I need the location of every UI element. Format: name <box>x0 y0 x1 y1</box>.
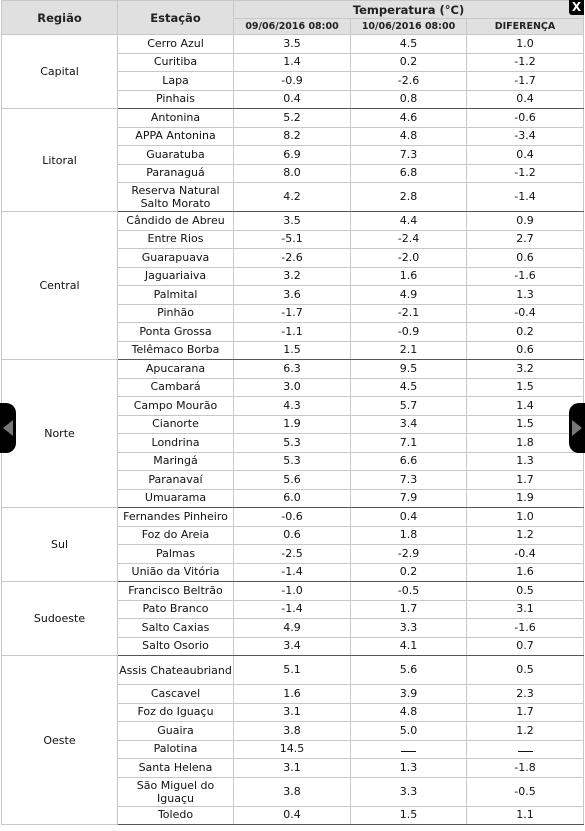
station-cell: Cambará <box>118 378 234 397</box>
table-row <box>2 360 584 379</box>
table-row <box>2 35 584 54</box>
station-cell: Curitiba <box>118 53 234 72</box>
difference-cell: 1.3 <box>467 452 584 471</box>
date2-column-header: 10/06/2016 08:00 <box>351 19 467 35</box>
difference-cell: 1.0 <box>467 35 584 54</box>
difference-cell: 3.1 <box>467 600 584 619</box>
difference-cell <box>467 740 584 759</box>
station-cell: Salto Caxias <box>118 619 234 638</box>
station-cell: Cianorte <box>118 415 234 434</box>
station-cell: Maringá <box>118 452 234 471</box>
station-cell: Jaguariaiva <box>118 267 234 286</box>
temp-day1-cell: 5.3 <box>234 452 351 471</box>
station-cell: Umuarama <box>118 489 234 508</box>
temp-day2-cell: -2.4 <box>351 230 467 249</box>
temp-day1-cell: 6.3 <box>234 360 351 379</box>
temp-day1-cell: -2.6 <box>234 249 351 268</box>
region-column-header: Região <box>2 1 118 35</box>
temp-day2-cell: 0.4 <box>351 508 467 527</box>
arrow-right-icon <box>572 420 582 436</box>
station-cell: Santa Helena <box>118 759 234 778</box>
temp-day1-cell: 4.2 <box>234 183 351 212</box>
temp-day1-cell: 5.2 <box>234 109 351 128</box>
station-cell: Fernandes Pinheiro <box>118 508 234 527</box>
station-cell: Cascavel <box>118 685 234 704</box>
difference-cell: -1.2 <box>467 53 584 72</box>
temp-day1-cell: 4.9 <box>234 619 351 638</box>
temp-day1-cell: 1.5 <box>234 341 351 360</box>
station-cell: Pato Branco <box>118 600 234 619</box>
next-button[interactable] <box>569 403 585 453</box>
temp-day2-cell: 3.3 <box>351 619 467 638</box>
difference-cell: 0.2 <box>467 323 584 342</box>
table-row <box>2 508 584 527</box>
temp-day1-cell: -0.6 <box>234 508 351 527</box>
temp-day2-cell: 3.4 <box>351 415 467 434</box>
temp-day2-cell: -2.6 <box>351 72 467 91</box>
temp-day2-cell: 4.9 <box>351 286 467 305</box>
temp-day1-cell: 0.4 <box>234 806 351 825</box>
temp-day2-cell: 3.9 <box>351 685 467 704</box>
temp-day2-cell: 0.8 <box>351 90 467 109</box>
temp-day2-cell: -0.9 <box>351 323 467 342</box>
difference-cell: -1.6 <box>467 267 584 286</box>
difference-cell: -0.6 <box>467 109 584 128</box>
difference-cell: 0.4 <box>467 146 584 165</box>
temp-day1-cell: -0.9 <box>234 72 351 91</box>
station-column-header: Estação <box>118 1 234 35</box>
station-cell: Cerro Azul <box>118 35 234 54</box>
difference-cell: 0.6 <box>467 249 584 268</box>
station-cell: Palotina <box>118 740 234 759</box>
temp-day1-cell: 3.2 <box>234 267 351 286</box>
station-cell: Palmital <box>118 286 234 305</box>
difference-cell: -1.6 <box>467 619 584 638</box>
temp-day1-cell: 1.9 <box>234 415 351 434</box>
temp-day1-cell: 5.1 <box>234 656 351 685</box>
table-row <box>2 656 584 685</box>
temp-day1-cell: -1.1 <box>234 323 351 342</box>
station-cell: Cândido de Abreu <box>118 212 234 231</box>
station-cell: Guaira <box>118 722 234 741</box>
temp-day2-cell: 4.1 <box>351 637 467 656</box>
temp-day1-cell: 1.6 <box>234 685 351 704</box>
station-cell: Foz do Areia <box>118 526 234 545</box>
difference-cell: 2.3 <box>467 685 584 704</box>
temp-day1-cell: 1.4 <box>234 53 351 72</box>
temp-day2-cell: 1.8 <box>351 526 467 545</box>
temp-day2-cell: 0.2 <box>351 53 467 72</box>
difference-cell: 1.2 <box>467 722 584 741</box>
region-cell: Central <box>2 212 118 360</box>
station-cell: União da Vitória <box>118 563 234 582</box>
temp-day1-cell: -1.4 <box>234 563 351 582</box>
station-cell: Pinhais <box>118 90 234 109</box>
temp-day1-cell: 3.4 <box>234 637 351 656</box>
temp-day2-cell: 4.5 <box>351 378 467 397</box>
temp-day2-cell: -2.9 <box>351 545 467 564</box>
temp-day1-cell: 0.6 <box>234 526 351 545</box>
difference-cell: 1.7 <box>467 471 584 490</box>
temp-day1-cell: 14.5 <box>234 740 351 759</box>
station-cell: Campo Mourão <box>118 397 234 416</box>
temp-day2-cell: -2.0 <box>351 249 467 268</box>
table-row <box>2 212 584 231</box>
difference-cell: -0.5 <box>467 777 584 806</box>
temp-day2-cell <box>351 740 467 759</box>
temp-day2-cell: 1.5 <box>351 806 467 825</box>
previous-button[interactable] <box>0 403 16 453</box>
difference-cell: 1.3 <box>467 286 584 305</box>
temp-day2-cell: 9.5 <box>351 360 467 379</box>
temp-day2-cell: -2.1 <box>351 304 467 323</box>
temp-day2-cell: 3.3 <box>351 777 467 806</box>
difference-cell: 3.2 <box>467 360 584 379</box>
difference-cell: 1.6 <box>467 563 584 582</box>
region-cell: Norte <box>2 360 118 508</box>
no-data-dash <box>401 744 416 752</box>
temp-day1-cell: -1.7 <box>234 304 351 323</box>
station-cell: Pinhão <box>118 304 234 323</box>
temp-day2-cell: 4.4 <box>351 212 467 231</box>
temp-day1-cell: 3.0 <box>234 378 351 397</box>
station-cell: Apucarana <box>118 360 234 379</box>
station-cell: Entre Rios <box>118 230 234 249</box>
difference-cell: -0.4 <box>467 304 584 323</box>
temp-day1-cell: 8.2 <box>234 127 351 146</box>
difference-cell: -1.4 <box>467 183 584 212</box>
station-cell: Assis Chateaubriand <box>118 656 234 685</box>
temp-day1-cell: -2.5 <box>234 545 351 564</box>
station-cell: Reserva Natural Salto Morato <box>118 183 234 212</box>
temp-day2-cell: 0.2 <box>351 563 467 582</box>
station-cell: Ponta Grossa <box>118 323 234 342</box>
station-cell: Antonina <box>118 109 234 128</box>
temp-day1-cell: 6.0 <box>234 489 351 508</box>
arrow-left-icon <box>3 420 13 436</box>
difference-cell: 1.2 <box>467 526 584 545</box>
close-button[interactable]: X <box>569 0 584 15</box>
difference-cell: 0.6 <box>467 341 584 360</box>
temp-day1-cell: 3.5 <box>234 212 351 231</box>
difference-cell: -3.4 <box>467 127 584 146</box>
station-cell: Guarapuava <box>118 249 234 268</box>
temp-day1-cell: 3.5 <box>234 35 351 54</box>
temp-day2-cell: 5.6 <box>351 656 467 685</box>
temperature-column-header: Temperatura (°C) <box>234 1 584 19</box>
difference-cell: 2.7 <box>467 230 584 249</box>
temp-day1-cell: 4.3 <box>234 397 351 416</box>
temp-day2-cell: 5.0 <box>351 722 467 741</box>
temp-day1-cell: 0.4 <box>234 90 351 109</box>
station-cell: Guaratuba <box>118 146 234 165</box>
difference-cell: 1.5 <box>467 378 584 397</box>
temp-day2-cell: -0.5 <box>351 582 467 601</box>
temp-day1-cell: 5.3 <box>234 434 351 453</box>
difference-cell: 1.1 <box>467 806 584 825</box>
region-cell: Litoral <box>2 109 118 212</box>
difference-cell: 0.4 <box>467 90 584 109</box>
table-row <box>2 109 584 128</box>
temp-day2-cell: 7.9 <box>351 489 467 508</box>
temp-day1-cell: 3.1 <box>234 759 351 778</box>
difference-cell: -1.7 <box>467 72 584 91</box>
difference-cell: 1.8 <box>467 434 584 453</box>
temp-day1-cell: -5.1 <box>234 230 351 249</box>
temp-day2-cell: 1.7 <box>351 600 467 619</box>
difference-cell: 1.0 <box>467 508 584 527</box>
temp-day2-cell: 6.8 <box>351 164 467 183</box>
table-row <box>2 582 584 601</box>
temp-day2-cell: 6.6 <box>351 452 467 471</box>
temp-day2-cell: 7.3 <box>351 471 467 490</box>
temp-day1-cell: 3.1 <box>234 703 351 722</box>
difference-cell: 1.9 <box>467 489 584 508</box>
temp-day1-cell: 5.6 <box>234 471 351 490</box>
temperature-table <box>1 0 584 825</box>
station-cell: Toledo <box>118 806 234 825</box>
temp-day1-cell: 6.9 <box>234 146 351 165</box>
station-cell: Londrina <box>118 434 234 453</box>
station-cell: Telêmaco Borba <box>118 341 234 360</box>
temp-day2-cell: 1.6 <box>351 267 467 286</box>
station-cell: Salto Osorio <box>118 637 234 656</box>
difference-cell: 1.4 <box>467 397 584 416</box>
temp-day2-cell: 7.1 <box>351 434 467 453</box>
temp-day2-cell: 4.8 <box>351 703 467 722</box>
station-cell: Francisco Beltrão <box>118 582 234 601</box>
station-cell: Lapa <box>118 72 234 91</box>
temp-day1-cell: 3.8 <box>234 777 351 806</box>
difference-cell: 0.9 <box>467 212 584 231</box>
temp-day1-cell: 8.0 <box>234 164 351 183</box>
temp-day2-cell: 2.8 <box>351 183 467 212</box>
region-cell: Capital <box>2 35 118 109</box>
station-cell: Foz do Iguaçu <box>118 703 234 722</box>
temp-day2-cell: 1.3 <box>351 759 467 778</box>
temp-day1-cell: 3.6 <box>234 286 351 305</box>
temp-day1-cell: -1.4 <box>234 600 351 619</box>
region-cell: Sudoeste <box>2 582 118 656</box>
region-cell: Sul <box>2 508 118 582</box>
difference-cell: -1.8 <box>467 759 584 778</box>
date1-column-header: 09/06/2016 08:00 <box>234 19 351 35</box>
difference-cell: 0.5 <box>467 656 584 685</box>
station-cell: Paranaguá <box>118 164 234 183</box>
difference-column-header: DIFERENÇA <box>467 19 584 35</box>
difference-cell: 0.5 <box>467 582 584 601</box>
temp-day2-cell: 4.5 <box>351 35 467 54</box>
table-body <box>2 35 584 825</box>
difference-cell: -1.2 <box>467 164 584 183</box>
temp-day2-cell: 2.1 <box>351 341 467 360</box>
difference-cell: 1.7 <box>467 703 584 722</box>
station-cell: São Miguel do Iguaçu <box>118 777 234 806</box>
temp-day2-cell: 5.7 <box>351 397 467 416</box>
station-cell: Paranavaí <box>118 471 234 490</box>
difference-cell: -0.4 <box>467 545 584 564</box>
station-cell: Palmas <box>118 545 234 564</box>
temp-day2-cell: 7.3 <box>351 146 467 165</box>
no-data-dash <box>518 744 533 752</box>
region-cell: Oeste <box>2 656 118 825</box>
station-cell: APPA Antonina <box>118 127 234 146</box>
temp-day2-cell: 4.6 <box>351 109 467 128</box>
temp-day1-cell: -1.0 <box>234 582 351 601</box>
difference-cell: 1.5 <box>467 415 584 434</box>
temp-day1-cell: 3.8 <box>234 722 351 741</box>
difference-cell: 0.7 <box>467 637 584 656</box>
temp-day2-cell: 4.8 <box>351 127 467 146</box>
